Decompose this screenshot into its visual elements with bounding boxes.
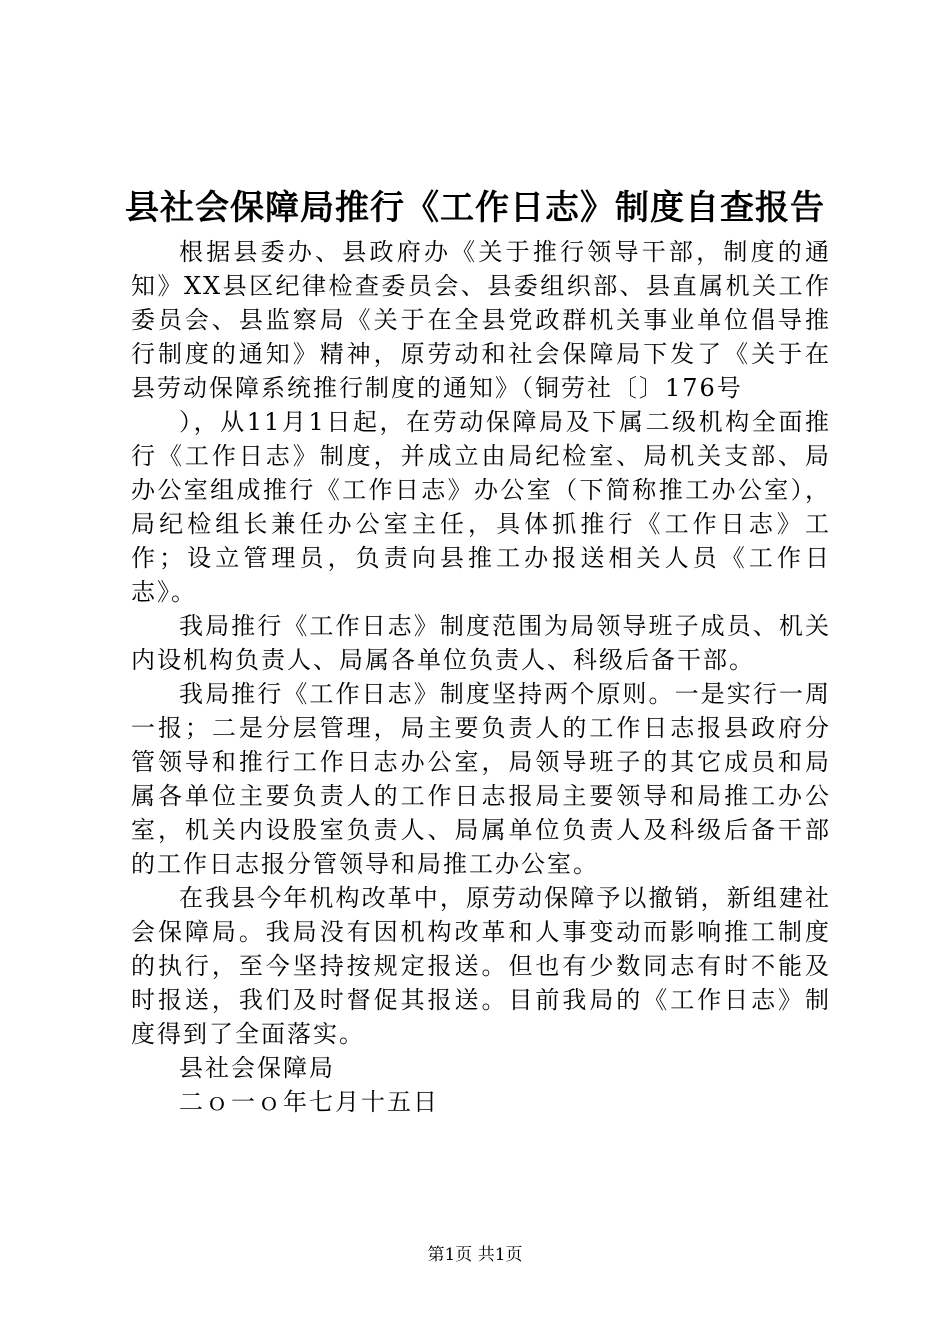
paragraph-4: 我局推行《工作日志》制度坚持两个原则。一是实行一周一报；二是分层管理，局主要负责人的工作日志报县政府分管领导和推行工作日志办公室，局领导班子的其它成员和局属各单位主要负责人的工作日志报局主要领导和局推工办公室，机关内设股室负责人、局属单位负责人及科级后备干部的工作日志报分管领导和局推工办公室。 — [131, 680, 831, 878]
document-title: 县社会保障局推行《工作日志》制度自查报告 — [125, 188, 825, 228]
signature-date: 二ｏ一ｏ年七月十五日 — [179, 1088, 439, 1116]
paragraph-5: 在我县今年机构改革中，原劳动保障予以撤销，新组建社会保障局。我局没有因机构改革和人事变动而影响推工制度的执行，至今坚持按规定报送。但也有少数同志有时不能及时报送，我们及时督促其报送。目前我局的《工作日志》制度得到了全面落实。 — [131, 884, 831, 1048]
page-footer: 第1页 共1页 — [427, 1245, 523, 1265]
paragraph-3: 我局推行《工作日志》制度范围为局领导班子成员、机关内设机构负责人、局属各单位负责人、科级后备干部。 — [131, 612, 831, 674]
paragraph-1: 根据县委办、县政府办《关于推行领导干部，制度的通知》XX县区纪律检查委员会、县委组织部、县直属机关工作委员会、县监察局《关于在全县党政群机关事业单位倡导推行制度的通知》精神，原劳动和社会保障局下发了《关于在县劳动保障系统推行制度的通知》（铜劳社〔〕176号 — [131, 238, 831, 402]
paragraph-2: ），从11月1日起，在劳动保障局及下属二级机构全面推行《工作日志》制度，并成立由局纪检室、局机关支部、局办公室组成推行《工作日志》办公室（下简称推工办公室），局纪检组长兼任办公室主任，具体抓推行《工作日志》工作；设立管理员，负责向县推工办报送相关人员《工作日志》。 — [131, 408, 831, 606]
document-body — [131, 235, 831, 1119]
signature-organization: 县社会保障局 — [179, 1054, 335, 1082]
